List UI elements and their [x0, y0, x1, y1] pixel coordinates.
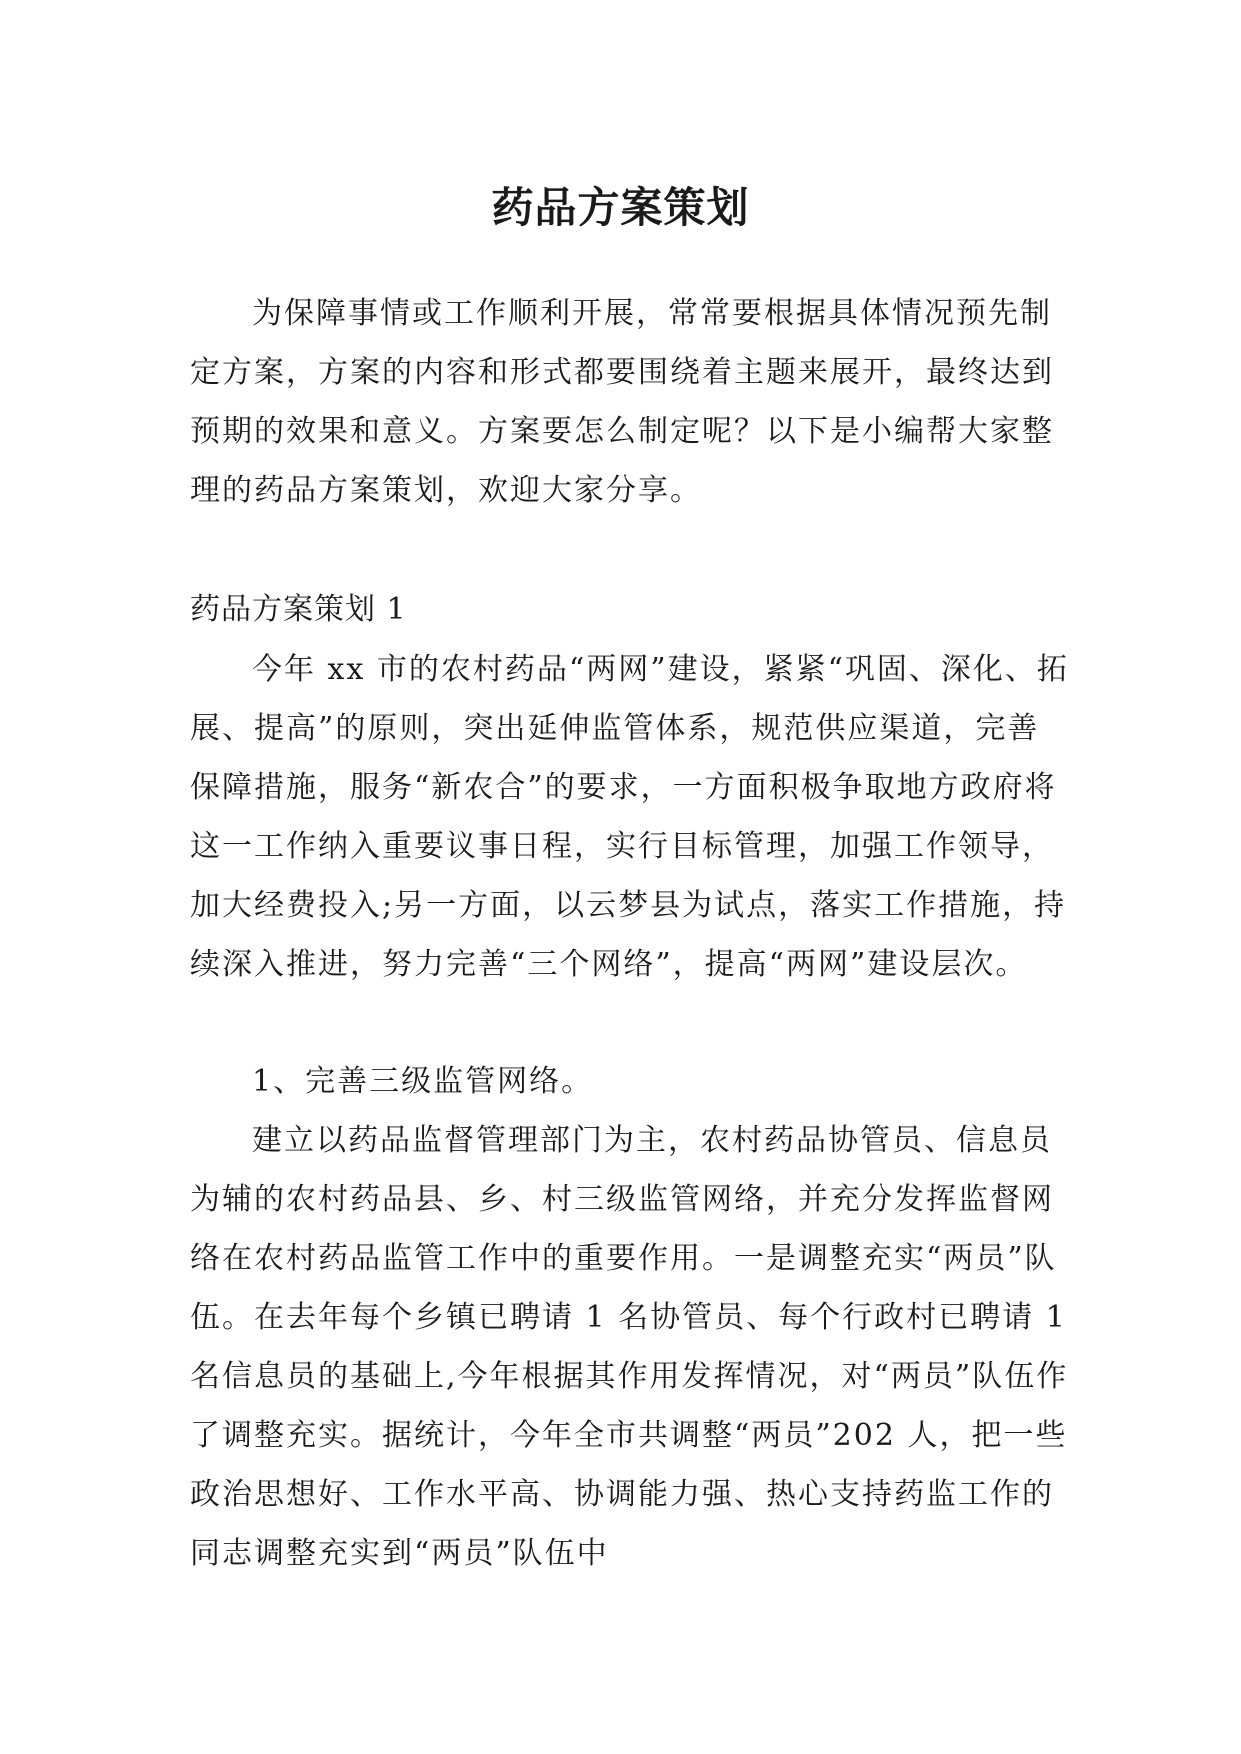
list-item-1: 1、完善三级监管网络。: [252, 1064, 594, 1099]
section-heading: 药品方案策划 1: [190, 592, 407, 627]
body-paragraph-2: 建立以药品监督管理部门为主，农村药品协管员、信息员为辅的农村药品县、乡、村三级监管网络，并充分发挥监督网络在农村药品监管工作中的重要作用。一是调整充实“两员”队伍。在去年每个乡镇已聘请 1 名协管员、每个行政村已聘请 1 名信息员的基础上,今年根据其作用发挥情况，对“两员”队伍作了调整充实。据统计，今年全市共调整“两员”202 人，把一些政治思想好、工作水平高、协调能力强、热心支持药监工作的同志调整充实到“两员”队伍中: [190, 1123, 1069, 1571]
intro-paragraph: 为保障事情或工作顺利开展，常常要根据具体情况预先制定方案，方案的内容和形式都要围绕着主题来展开，最终达到预期的效果和意义。方案要怎么制定呢？以下是小编帮大家整理的药品方案策划，欢迎大家分享。: [190, 296, 1054, 508]
document-title: 药品方案策划: [491, 183, 750, 233]
body-paragraph-1: 今年 xx 市的农村药品“两网”建设，紧紧“巩固、深化、拓展、提高”的原则，突出延伸监管体系，规范供应渠道，完善保障措施，服务“新农合”的要求，一方面积极争取地方政府将这一工作纳入重要议事日程，实行目标管理，加强工作领导，加大经费投入;另一方面，以云梦县为试点，落实工作措施，持续深入推进，努力完善“三个网络”，提高“两网”建设层次。: [190, 652, 1069, 982]
